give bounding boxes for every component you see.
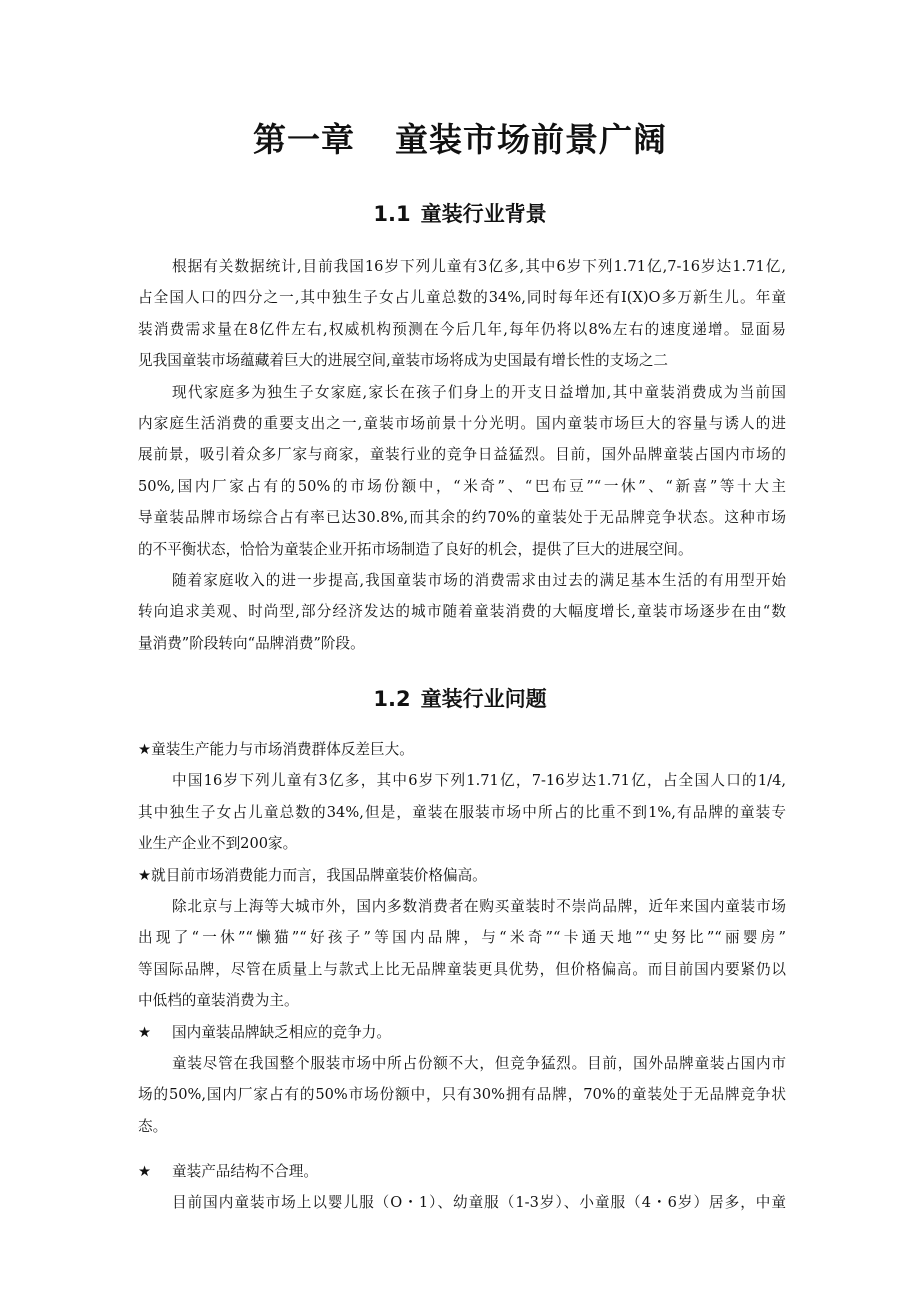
section-1-2-body: [138, 734, 786, 1219]
paragraph-line: 见我国童装市场蕴藏着巨大的进展空间,童装市场将成为史国最有增长性的支场之二: [138, 352, 669, 370]
bullet-heading-text: 国内童装品牌缺乏相应的竞争力。: [172, 1023, 391, 1041]
paragraph-line: 导童装品牌市场综合占有率已达30.8%,而其余的约70%的童装处于无品牌竞争状态。这种市场: [138, 509, 786, 527]
paragraph-line: 目前国内童装市场上以婴儿服（O・1）、幼童服（1-3岁）、小童服（4・6岁）居多，中童: [172, 1194, 786, 1212]
paragraph-line: 占全国人口的四分之一,其中独生子女占儿童总数的34%,同时每年还有I(X)O多万新生儿。年童: [138, 289, 786, 307]
paragraph-line: 转向追求美观、时尚型,部分经济发达的城市随着童装消费的大幅度增长,童装市场逐步在由“数: [138, 603, 786, 621]
paragraph-line: 现代家庭多为独生子女家庭,家长在孩子们身上的开支日益增加,其中童装消费成为当前国: [172, 383, 786, 401]
paragraph-line: 的不平衡状态，恰恰为童装企业开拓市场制造了良好的机会，提供了巨大的进展空间。: [138, 540, 693, 558]
star-icon: ★: [138, 866, 152, 884]
chapter-title-text: 童装市场前景广阔: [395, 120, 667, 159]
paragraph-line: 50%,国内厂家占有的50%的市场份额中，“米奇”、“巴布豆”“一休”、“新喜”等十大主: [138, 477, 786, 495]
paragraph-line: 出现了“一休”“懒猫”“好孩子”等国内品牌，与“米奇”“卡通天地”“史努比”“丽婴房”: [138, 929, 786, 947]
bullet-heading-text: 童装生产能力与市场消费群体反差巨大。: [151, 741, 414, 758]
star-icon: ★: [138, 741, 152, 758]
paragraph-line: 量消费”阶段转向“品牌消费”阶段。: [138, 634, 365, 652]
paragraph-line: 展前景，吸引着众多厂家与商家，童装行业的竞争日益猛烈。目前，国外品牌童装占国内市场的: [138, 446, 786, 464]
bullet-heading-text: 就目前市场消费能力而言，我国品牌童装价格偏高。: [151, 866, 487, 884]
paragraph-line: 随着家庭收入的进一步提高,我国童装市场的消费需求由过去的满足基本生活的有用型开始: [172, 571, 786, 589]
paragraph-line: 等国际品牌，尽管在质量上与款式上比无品牌童装更具优势，但价格偏高。而目前国内要紧仍以: [138, 960, 786, 978]
bullet-heading: [138, 734, 786, 765]
paragraph-line: 除北京与上海等大城市外，国内多数消费者在购买童装时不崇尚品牌，近年来国内童装市场: [172, 897, 786, 915]
chapter-label: 第一章: [253, 120, 355, 159]
bullet-heading: [138, 1156, 786, 1187]
paragraph-line: 根据有关数据统计,目前我国16岁下列儿童有3亿多,其中6岁下列1.71亿,7-16岁达1.71亿,: [172, 258, 786, 275]
section-number: 1.2: [373, 687, 411, 711]
section-1-1-body: [138, 251, 786, 659]
paragraph-line: 装消费需求量在8亿件左右,权威机构预测在今后几年,每年仍将以8%左右的速度递增。显面易: [138, 320, 786, 338]
section-title-text: 童装行业背景: [420, 202, 547, 226]
paragraph-line: 中低档的童装消费为主。: [138, 992, 299, 1010]
star-icon: ★: [138, 1163, 152, 1181]
section-title-1-2: [0, 683, 920, 713]
section-title-text: 童装行业问题: [420, 687, 547, 711]
paragraph-line: 态。: [138, 1117, 168, 1135]
section-number: 1.1: [373, 202, 411, 226]
star-icon: ★: [138, 1023, 152, 1041]
bullet-heading: [138, 860, 786, 891]
paragraph-line: 中国16岁下列儿童有3亿多，其中6岁下列1.71亿，7-16岁达1.71亿，占全国人口的1/4,: [172, 772, 786, 790]
paragraph-line: 童装尽管在我国整个服装市场中所占份额不大，但竞争猛烈。目前，国外品牌童装占国内市: [172, 1054, 786, 1072]
bullet-heading: [138, 1017, 786, 1048]
bullet-heading-text: 童装产品结构不合理。: [172, 1163, 318, 1181]
paragraph-line: 场的50%,国内厂家占有的50%市场份额中，只有30%拥有品牌，70%的童装处于无品牌竞争状: [138, 1086, 786, 1104]
paragraph-line: 业生产企业不到200家。: [138, 835, 298, 853]
paragraph-line: 其中独生子女占儿童总数的34%,但是，童装在服装市场中所占的比重不到1%,有品牌的童装专: [138, 803, 786, 821]
paragraph-line: 内家庭生活消费的重要支出之一,童装市场前景十分光明。国内童装市场巨大的容量与诱人的进: [138, 414, 786, 432]
section-title-1-1: [0, 198, 920, 228]
chapter-title: [0, 114, 920, 161]
